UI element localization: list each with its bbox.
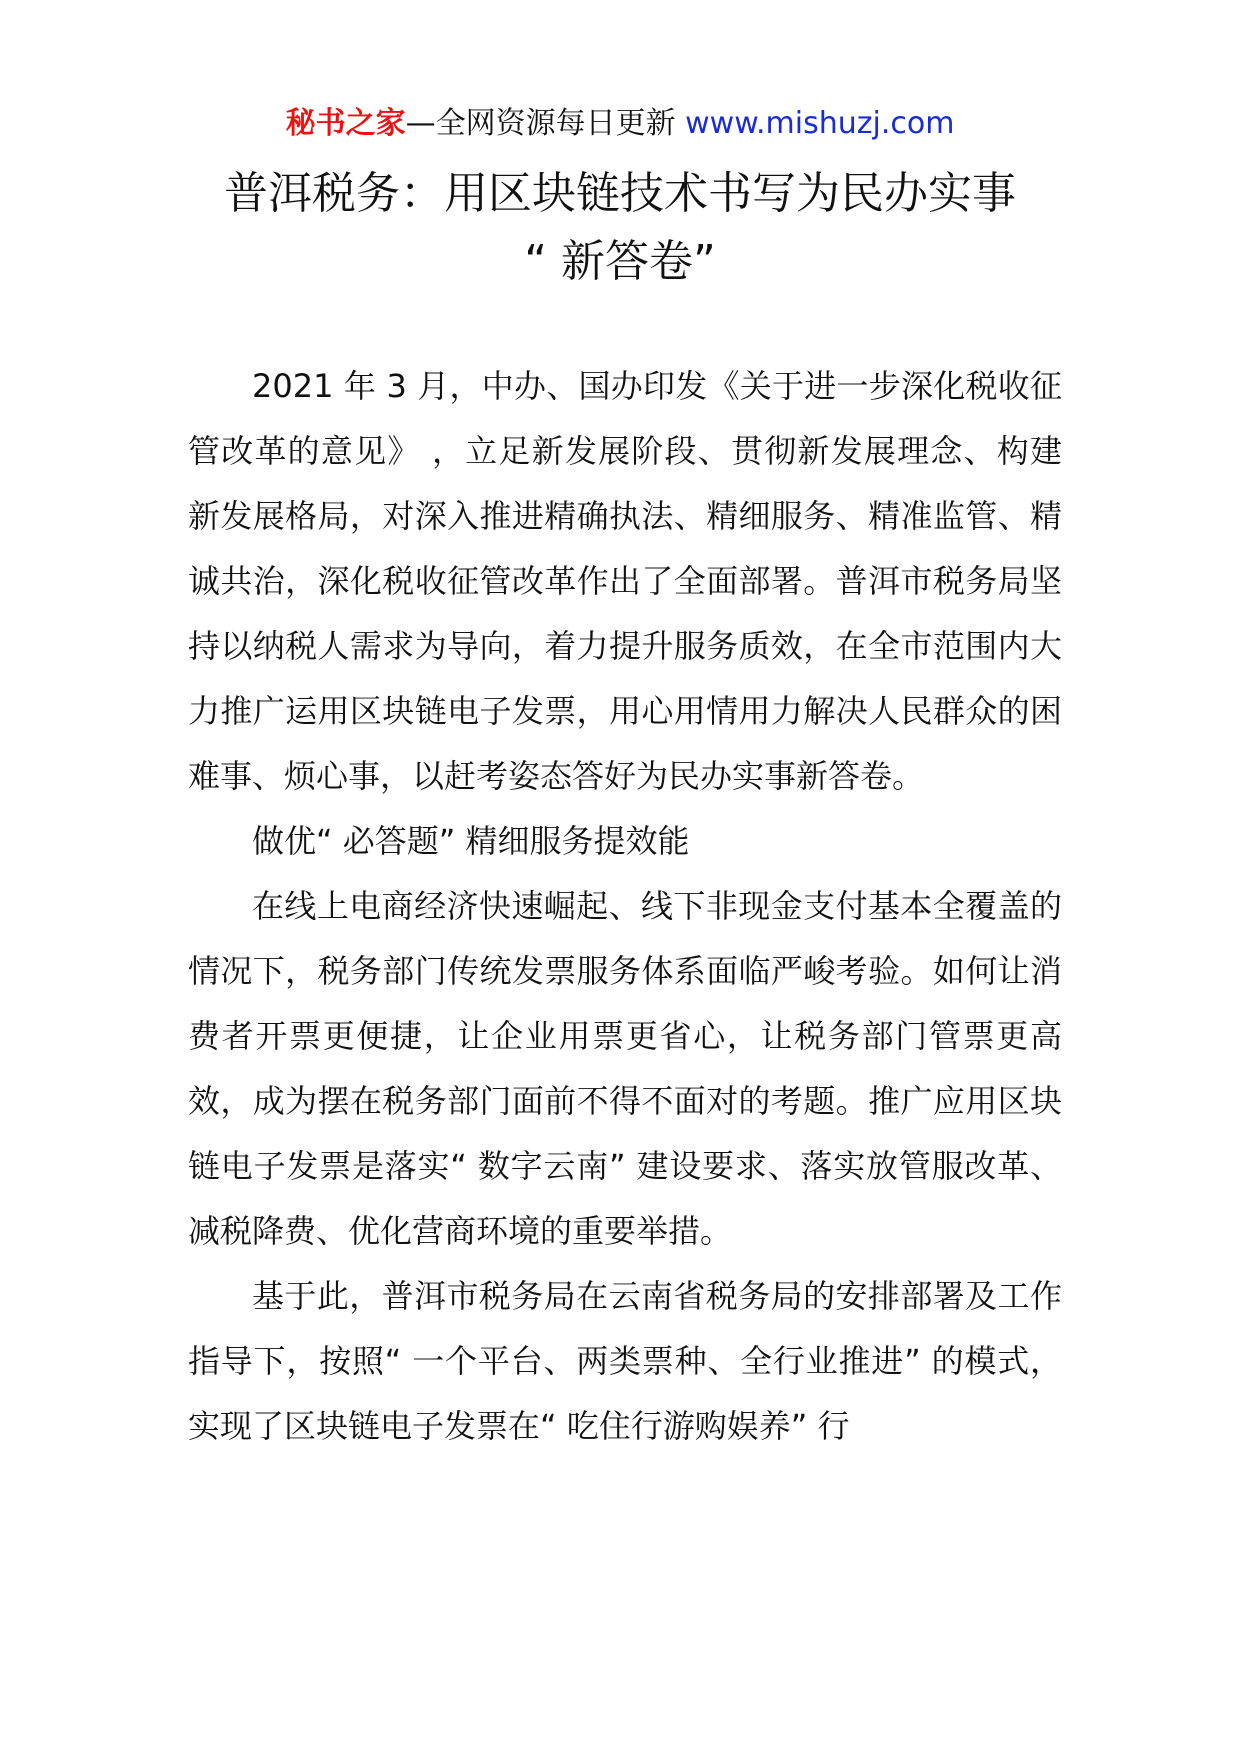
section-heading: 做优“ 必答题” 精细服务提效能 — [252, 822, 690, 860]
site-url-link[interactable]: www.mishuzj.com — [685, 106, 955, 141]
title-line-1: 普洱税务：用区块链技术书写为民办实事 — [224, 168, 1016, 219]
site-slogan: —全网资源每日更新 — [405, 106, 676, 141]
paragraph: 在线上电商经济快速崛起、线下非现金支付基本全覆盖的情况下，税务部门传统发票服务体系面临严峻考验。如何让消费者开票更便捷，让企业用票更省心，让税务部门管票更高效，成为摆在税务部门面前不得不面对的考题。推广应用区块链电子发票是落实“ 数字云南” 建设要求、落实放管服改革、减税降费、优化营商环境的重要举措。 — [188, 887, 1062, 1250]
site-header — [0, 100, 1240, 148]
article-title — [150, 160, 1090, 296]
paragraph: 基于此，普洱市税务局在云南省税务局的安排部署及工作指导下，按照“ 一个平台、两类票种、全行业推进” 的模式，实现了区块链电子发票在“ 吃住行游购娱养” 行 — [188, 1277, 1062, 1445]
brand-name: 秘书之家 — [285, 106, 406, 141]
title-line-2: “ 新答卷” — [524, 236, 716, 287]
paragraph: 2021 年 3 月，中办、国办印发《关于进一步深化税收征管改革的意见》 ，立足新发展阶段、贯彻新发展理念、构建新发展格局，对深入推进精确执法、精细服务、精准监管、精诚共治，深化税收征管改革作出了全面部署。普洱市税务局坚持以纳税人需求为导向，着力提升服务质效，在全市范围内大力推广运用区块链电子发票，用心用情用力解决人民群众的困难事、烦心事，以赶考姿态答好为民办实事新答卷。 — [188, 367, 1062, 795]
article-body — [188, 354, 1062, 1459]
